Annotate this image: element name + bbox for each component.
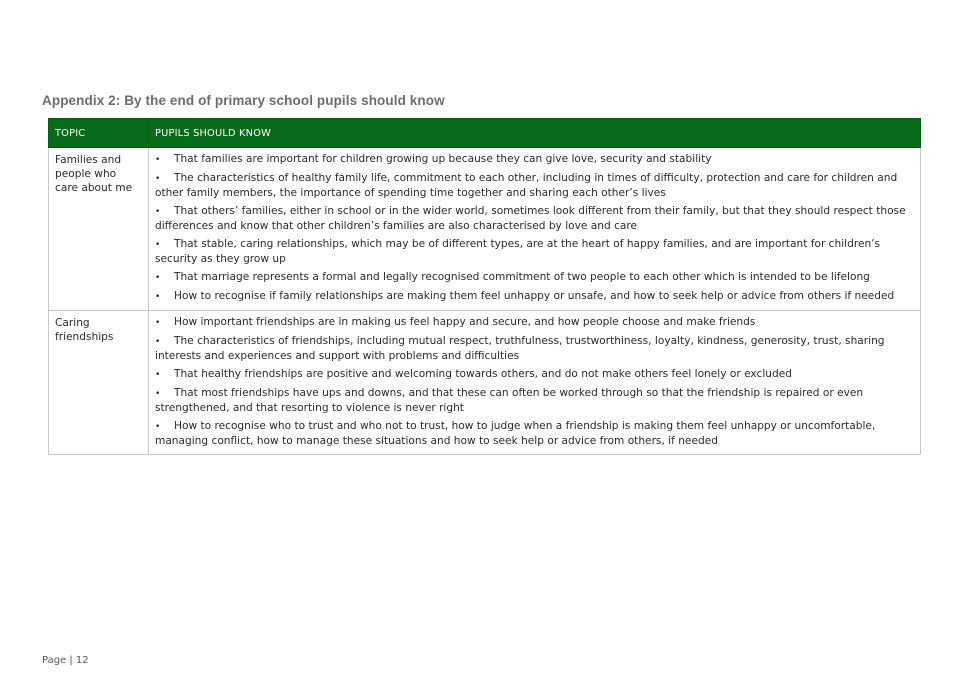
point-text: That marriage represents a formal and legally recognised commitment of two people to each other which is intended to be lifelong: [174, 271, 870, 283]
table-header-row: [49, 119, 921, 148]
points-list: [155, 152, 914, 304]
point-text: That others’ families, either in school or in the wider world, sometimes look different from their family, but that they should respect those differences and know that other children’s families are also characterised by love and care: [155, 205, 906, 232]
point-text: That stable, caring relationships, which may be of different types, are at the heart of happy families, and are important for children’s security as they grow up: [155, 238, 881, 265]
bullet-icon: •: [155, 370, 161, 380]
bullet-icon: •: [155, 240, 161, 250]
points-cell: [149, 148, 921, 311]
bullet-icon: •: [155, 273, 161, 283]
bullet-icon: •: [155, 389, 161, 399]
list-item: [155, 152, 914, 167]
point-text: How to recognise who to trust and who not to trust, how to judge when a friendship is making them feel unhappy or uncomfortable, managing conflict, how to manage these situations and how to seek help or advice from others, if needed: [155, 420, 876, 447]
topic-cell: Families and people who care about me: [49, 148, 149, 311]
list-item: [155, 315, 914, 330]
page-number: Page | 12: [42, 655, 89, 666]
bullet-icon: •: [155, 174, 161, 184]
list-item: [155, 386, 914, 415]
point-text: That most friendships have ups and downs, and that these can often be worked through so that the friendship is repaired or even strengthened, and that resorting to violence is never right: [155, 387, 864, 414]
page-heading: Appendix 2: By the end of primary school pupils should know: [42, 93, 445, 108]
point-text: That healthy friendships are positive and welcoming towards others, and do not make others feel lonely or excluded: [174, 368, 792, 380]
list-item: [155, 270, 914, 285]
table-row-friendships: [49, 311, 921, 455]
list-item: [155, 334, 914, 363]
bullet-icon: •: [155, 155, 161, 165]
list-item: [155, 171, 914, 200]
table-row-families: [49, 148, 921, 311]
point-text: How important friendships are in making us feel happy and secure, and how people choose and make friends: [174, 316, 756, 328]
list-item: [155, 367, 914, 382]
points-list: [155, 315, 914, 448]
bullet-icon: •: [155, 207, 161, 217]
list-item: [155, 237, 914, 266]
list-item: [155, 289, 914, 304]
topics-table: [48, 118, 921, 455]
bullet-icon: •: [155, 292, 161, 302]
bullet-icon: •: [155, 318, 161, 328]
points-cell: [149, 311, 921, 455]
topic-cell: Caring friendships: [49, 311, 149, 455]
point-text: That families are important for children growing up because they can give love, security and stability: [174, 153, 712, 165]
bullet-icon: •: [155, 422, 161, 432]
point-text: The characteristics of healthy family life, commitment to each other, including in times of difficulty, protection and care for children and other family members, the importance of spending time together and sharing each other’s lives: [155, 172, 898, 199]
bullet-icon: •: [155, 337, 161, 347]
point-text: The characteristics of friendships, including mutual respect, truthfulness, trustworthiness, loyalty, kindness, generosity, trust, sharing interests and experiences and support with problems and difficulties: [155, 335, 885, 362]
header-pupils-should-know: PUPILS SHOULD KNOW: [149, 119, 921, 148]
list-item: [155, 204, 914, 233]
header-topic: TOPIC: [49, 119, 149, 148]
list-item: [155, 419, 914, 448]
point-text: How to recognise if family relationships are making them feel unhappy or unsafe, and how to seek help or advice from others if needed: [174, 290, 895, 302]
